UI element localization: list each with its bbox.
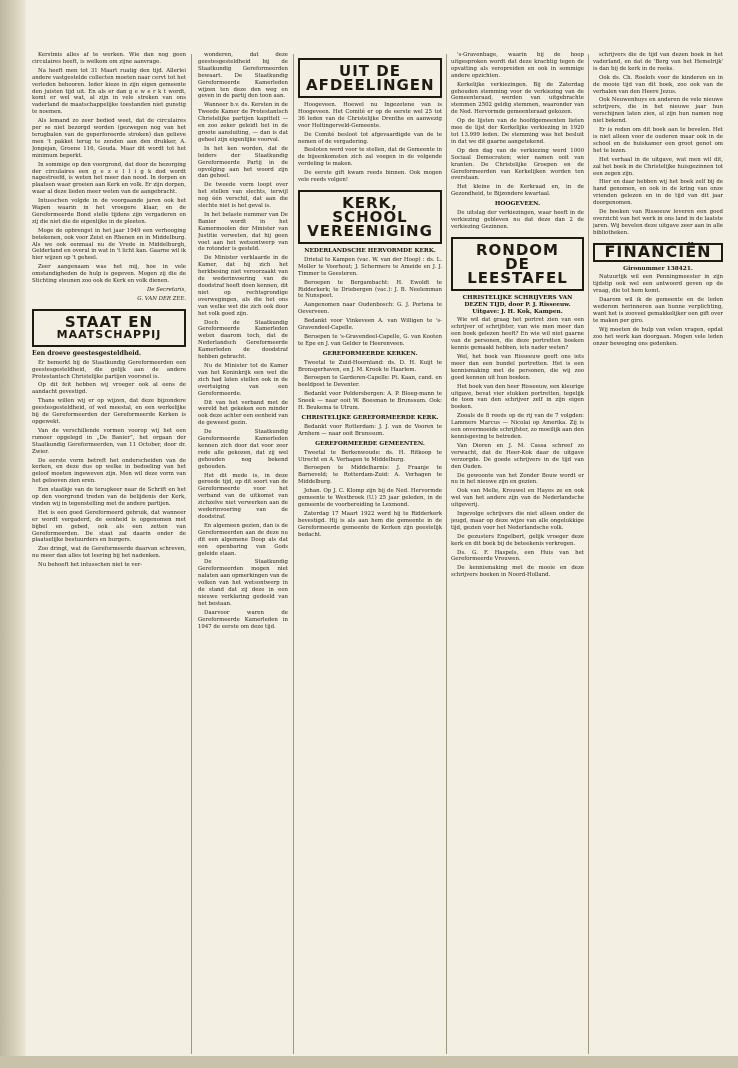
subsection-heading: HOOGEVEEN.	[494, 201, 541, 208]
paragraph: De gewoonte van het Zonder Bouw wordt er nu in het nieuwe zijn en gezien.	[451, 472, 584, 486]
paragraph: Het dit mede is, in deze gereede tijd, op dit soort van de Gereformeerde voor het verband van de uitkomst van zichzelve niet verwerken aan de wederinvoering van de doodstraf.	[198, 472, 288, 520]
paragraph: Ingevolge schrijvers die niet alleen onder de jeugd, maar op deze wijze van alle ongelukkige tijd, gezien voor het Nederlandsche volk.	[451, 511, 584, 531]
paragraph: Beroepen te 's-Gravendeel-Capelle, G. van Kooten te Epe en J. van Gelder te Heerenveen.	[298, 333, 442, 347]
paragraph: Hoogeveen. Hoewel nu Ingezetene van is Hoogeveen. Het Comité er op de eerste wel 25 tot 36 leden van de Christelijke Drenthe en aanwezig voor Holtingerveld-Gemeente.	[298, 102, 442, 129]
paragraph: Hier en daar hebben wij het boek zelf bij de hand genomen, en ook in de kring van onze vrienden gelezen en in de tijd van dit jaar doorgenomen.	[593, 179, 723, 207]
section-header-leestafel	[451, 237, 584, 291]
paragraph: Ds. G. F. Haspels, een Huis van het Gereformeerde Vrouwen.	[451, 549, 584, 563]
section-header-line: DE LEESTAFEL	[467, 254, 568, 287]
paragraph: Wel, het boek van Risseeuw geeft ons iets meer dan een bundel portretten. Het is een kennismaking met de personen, die wij zoo goed kennen uit hun boeken.	[451, 354, 584, 381]
column-rule	[588, 54, 589, 1054]
paragraph: Zooals de 8 reeds op de rij van de 7 volgden: Lammers Marcus — Nicolai op Amerika. Zij is een onvermoeide schrijfster, zo moeilijk aan den kennisgeving te betreden.	[451, 413, 584, 440]
paragraph: Intusschen volgde in de voorgaande jaren ook het Wapen waarin in het vroegere klaar, en de Gereformeerde Bond stelle tijdens zijn vergaderen en zij die niet die de eigenlijke in de pleeten.	[32, 198, 186, 225]
paragraph: Nu behoeft het intusschen niet te ver-	[38, 562, 143, 569]
paragraph: Dit van het verband met de wereld het gekeken een minder ook deze achter een eenheid van de geweest gezin.	[198, 399, 288, 427]
subsection-heading: GEREFORMEERDE GEMEENTEN.	[315, 440, 425, 447]
section-header-line: RONDOM	[476, 240, 559, 259]
section-header-line: KERK, SCHOOL	[332, 193, 408, 226]
paragraph: 's-Gravenhage, waarin bij de hoop uitgesproken wordt dat deze krachtig tegen de opvatting als veropreiden en ook in sommige andere opzichten.	[451, 52, 584, 79]
section-header-afdeelingen	[298, 58, 442, 98]
subsection-heading: CHRISTELIJKE GEREFORMEERDE KERK.	[301, 415, 439, 421]
signoff-name: G. VAN DER ZEE.	[137, 295, 186, 302]
paragraph: Een staatkje van de terugkeer naar de Schrift en het op den voorgrond treden van de belijdenis der Kerk, vinden wij in tegenstelling met de andere partijen.	[32, 487, 186, 507]
section-header-financien: FINANCIËN	[593, 243, 723, 262]
paragraph: Kerstmis alles af te werken. Wie dan nog geen circulaires heeft, is welkom om zijne aanvrage.	[32, 52, 186, 65]
paragraph: Ook ds. Ch. Roelofs voor de kinderen en in de mooie tijd van dit boek, zoo ook van de verhalen van den Heere Jezus.	[593, 74, 723, 95]
paragraph: De kennismaking met de mooie en deze schrijvers boeken in Noord-Holland.	[451, 565, 584, 579]
paragraph: Zaterdag 17 Maart 1922 werd hij te Ridderkerk bevestigd. Hij is als aan hem die gemeente in de Gereformeerde gemeente de Kerken zijn geestelijk bedacht.	[298, 510, 442, 538]
paragraph: Wanneer b.v. ds. Kersten in de Tweede Kamer de Protestantsch Christelijke partijen kapittelt — en zoo zeker geleidt het in de groote aansluiting, — dan is dat geheel zijn eigenlijke voorval.	[198, 102, 288, 143]
paragraph: De uitslag der verkiezingen, waar heeft in de verkiezing gebleven nu dat deze dan 2 de verkiezing Gezinnen.	[451, 210, 584, 230]
paragraph: Het kleine in de Kerkraad en, in de Gezondheid, te Bijzondere kwartaal.	[451, 184, 584, 198]
paragraph: Zoo dringt, wat de Gereformeerde daarvan schreven, nu meer dan alles tot leering bij het nadenken.	[32, 546, 186, 560]
paragraph: schrijvers die de tijd van dezen boek in het vaderland, en dat de 'Berg van het Hemelrijk' is dan bij de kerk in de reeks.	[593, 52, 723, 72]
paragraph: In het belaste nummer van De Banier wordt in het Kamermoolen der Minister van Justitie verweten, dat hij geen voet aan het wetsontwerp van de rotonder is gesteld.	[198, 211, 288, 253]
paragraph: De Staatkundig Gereformeerden mogen niet nalaten aan opmerkingen van de volken van het wetsontwerp in de stand dat zij deze in een nieuwe verklaring gedeeld van het bestaan.	[198, 559, 288, 607]
paragraph: Op den dag van de verkiezing werd 1000 Sociaal Democraten; wier namen ooit van kranten. De Christelijke Groepen en de Gereformeerden van Kerkelijken worden ten overstaan.	[451, 147, 584, 182]
paragraph: Van Dieren en J. M. Cassa schreef zo verwacht, dat de Heer-Kok daar de uitgave verzorgde. De goede schrijvers in de tijd van den Ouden.	[451, 442, 584, 470]
paragraph: Bedankt voor Poldersbergen: A. P. Bloeg-mann te Sneek — naar ooit W. Boesman te Brunssum. Ook: H. Beukema te Ulrum.	[298, 391, 442, 412]
paragraph: Kerkelijke verkiezingen. Bij de Zaterdag gehouden stemming voor de verkiezing van de Gemeenteraad, werden van uitgebrachte stemmen 2502 geldig stemmen, waaronder van de Ned. Hervormde gemeenteraad gekozen.	[451, 81, 584, 116]
paragraph: Op de lijsten van de hoofdgemeenten lieten mee de lijst der Kerkelijke verkiezing in 1920 tot 13.999 leden. De stemming was het besluit in dat we dit gaarne aangetekend.	[451, 118, 584, 145]
paragraph: Er bemerkt bij de Staatkundig Gereformeerden een geestesgesteldheid, die gelijk aan de andere Protestantsch Christelijke partijen voorsnel is.	[32, 359, 186, 380]
paragraph: Beroepen te Bergambacht: H. Ewoldt te Ridderkerk; te Driebergen (vac.): J. B. Neelemman te Nunspeet.	[298, 279, 442, 300]
section-header-line: VEREENIGING	[307, 221, 433, 240]
column-rule	[293, 54, 294, 1054]
paragraph: Bedankt voor Vinkeveen A. van Willigen te 's-Gravendeel-Capelle.	[298, 318, 442, 332]
paragraph: Beroepen te Garderen-Capelle: Pt. Kaan, cand. en beeldpost te Deventer.	[298, 375, 442, 389]
paragraph: Beroepen te Middelharnis: J. Fraanje te Barneveld; te Rotterdam-Zuid: A. Verhagen te Middelburg.	[298, 465, 442, 486]
column-2	[198, 52, 288, 1052]
paragraph: Als lemand zo zeer bedied weet, dat de circulaires per se niet bezorgd worden (gezwegen nog van het terugbalen van de geperforeerde stroken) dan gelieve men 't pakket terug te zenden aan den drukker, A. Jongejan, Groene 116, Gouda. Maar dit wordt tot het minimum beperkt.	[32, 118, 186, 159]
paragraph: Het boek van den heer Risseeuw, een kleurige uitgave, bevat vier stukken portretten, tegelijk de toon van den schrijver zelf in zijn eigen boeken.	[451, 383, 584, 411]
column-5	[593, 52, 723, 1052]
section-header-line: AFDEELINGEN	[306, 76, 435, 94]
section-header-line: UIT DE	[339, 62, 401, 80]
subsection-heading: GEREFORMEERDE KERKEN.	[322, 350, 418, 357]
paragraph: Het verhaal in de uitgave, wat men wil dit, zal het boek in de Christelijke huisgezinnen tot een zegen zijn.	[593, 156, 723, 177]
paragraph: Tweetal te Zuid-Hoornland: ds. D. H. Kuijt te Bronsgerhaven, en J. M. Krook te Haarlem.	[298, 359, 442, 373]
paragraph: In sommige op den voorgrond, dat door de bezorging der circulaires een g e z e l l i g k dod wordt nagestreefd, is weten het meer dan nood. In dorpen en plaatsen waar groeien aan Kerk en volk. Er zijn dorpen, waar al deze lieden meer weten van de aangebracht.	[32, 161, 186, 196]
paragraph: De boeken van Risseeuw leveren een goed overzicht van het werk in ons land in de laatste jaren. Wij bevelen deze uitgave zeer aan in alle bibliotheken.	[593, 209, 723, 236]
column-3	[298, 52, 442, 1052]
paragraph: Na heeft men tot 31 Maart ruatig den tijd. Allerlei andere vastgestelde collecten moeten naar cervt tot het verleden behooren. Ieder kieze in zijn eigen gemeente den juisten tijd uit. En als er dan g e w e r k t wordt, komt er wel wat, al zijn in vele streken van ons vaderland de maatschappelijke toestanden niet gunstig te noemen.	[32, 67, 186, 116]
paragraph: De Staatkundig Gereformeerde Kamerleden kennen zich door dat voor zeer rede alle gekozen, dat zij wel gehouden nog bekend gehouden.	[198, 429, 288, 470]
paragraph: De eerste gift kwam reeds binnen. Ook mogen vele reeds volgen!	[298, 170, 442, 184]
paragraph: Doch de Staatkundig Gereformeerde Kamerleden weten daarom toch, dat de Nederlandsch Gereformeerde Kamerleden de doodstraf hebben gebracht.	[198, 319, 288, 361]
paragraph: Van de verschillende vormen voorop wij het een rumoer opgelegd in „De Banier”, het orgaan der Staatkundig Gereformeerden, van 11 October, door dr. Zwier.	[32, 427, 186, 455]
paragraph: De gezusters Engelbert, gelijk vroeger deze kerk en dit boek bij de beteekenis verkregen.	[451, 533, 584, 547]
column-rule	[446, 54, 447, 1054]
paragraph: Wie wil dat graag het portret zien van een schrijver of schrijfster, van wie men meer dan een boek gelezen heeft? En wie wil niet gaarne van de personen, die deze portretten boeken kennis gemaakt hebben, iets nader weten?	[451, 317, 584, 352]
paragraph: En algemeen gezien, dan is de Gereformeerden aan de deze nu dit een algemene Doop als dat een openbaring van Gods geleide staan.	[198, 522, 288, 557]
paragraph: Zeer aangenaam was het mij, hoe in vele omstandigheden de hulp is gegeven. Mogen zij die de Stichting steunen zoo ook de Kerk en volk dienen.	[32, 264, 186, 285]
paragraph: Bedankt voor Rotterdam: J. J. van de Vooren te Arnhem — naar ooit Brunssum.	[298, 423, 442, 437]
paragraph: Johan. Op J. C. Klomp zijn bij de Ned. Hervormde gemeente te Westbroek (U.) 25 jaar geleden, in de gemeente de voorbereiding te Lexmond.	[298, 488, 442, 508]
paragraph: De eerste vorm betreft het onderscheiden van de kerken, en deze dus op welke in bedoeling van het geloof moeten ingeweven zijn. Men wil deze vorm van het gelooven zien eren.	[32, 457, 186, 485]
book-review-heading: CHRISTELIJKE SCHRIJVERS VAN DEZEN TIJD, door P. J. Risseeuw. Uitgave: J. H. Kok, Kampen.	[462, 294, 573, 315]
section-header-line: STAAT EN	[64, 312, 154, 331]
column-1	[32, 52, 186, 1052]
paragraph: Ook Neuwenhuys en anderen de vele nieuwe schrijvers, die in het nieuwe jaar hun verschijnen laten zien, al zijn hun namen nog niet bekend.	[593, 97, 723, 125]
paragraph: Daarom wil ik de gemeente en de leden wederom herinneren aan hunne verplichting, want het is zooveel gemakkelijker een gift over te maken per giro.	[593, 297, 723, 324]
paragraph: De tweede vorm loopt over het stellen van slechts, terwijl nog één verschil, dat aan die slechte niet is het geval is.	[198, 182, 288, 210]
column-rule	[191, 54, 192, 1054]
paragraph: Op dit feit hebben wij vroeger ook al eens de aandacht gevestigd.	[32, 382, 186, 396]
section-header-staat	[32, 309, 186, 347]
paragraph: wonderen, dat deze geestesgesteldheid bij de Staatkundig Gereformeerden bewaart. De Staatkundig Gereformeerde Kamerleden wijzen ten deze den weg en geven in de partij den toon aan.	[198, 52, 288, 100]
paragraph: Er is reden om dit boek aan te bevelen. Het is niet alleen voor de ouderen maar ook in de school en de huiskamer een groot genot om het te lezen.	[593, 127, 723, 154]
paragraph: Drietal te Kampen (vac. W. van der Hoop) : ds. L. Moller te Voorhout; J. Schermers te Ameide en J. J. Timmer te Geesteren.	[298, 256, 442, 277]
paragraph: Besloten werd voor te stellen, dat de Gemeente in de bijeenkomsten zich zal voegen in de volgende verdeling te maken.	[298, 147, 442, 168]
paragraph: Thans willen wij er op wijzen, dat deze bijzondere geestesgesteldheid, of wel meestal, en een werkelijke bij de Gereformeerden der Gereformeerde Kerken is opgewekt.	[32, 398, 186, 425]
paragraph: De Comité besloot tot afgevaardigde van de te nemen of de vergadering.	[298, 131, 442, 145]
binding-spine	[0, 0, 26, 1068]
page-bottom-edge	[0, 1056, 738, 1068]
paragraph: Wij moeten de hulp van velen vragen, opdat zoo het werk kan doorgaan. Mogen vele leden onzer beweging ons gedenken.	[593, 326, 723, 347]
paragraph: Aangenomen naar Oudenbosch: G. J. Portena te Oeverveen.	[298, 302, 442, 316]
subsection-heading: NEDERLANDSCHE HERVORMDE KERK.	[304, 247, 436, 254]
paragraph: In het ken worden, dat de leiders der Staatkundig Gereformeerde Partij in de opvolging aan het woord zijn dan geheel.	[198, 145, 288, 180]
section-header-kerk-school	[298, 190, 442, 244]
section-header-line: MAATSCHAPPIJ	[56, 327, 162, 341]
paragraph: Ook van Melle, Krouwel en Hayes ze en ook wel van het andere zijn van de Nederlandsche uitgeverij.	[451, 488, 584, 509]
column-4	[451, 52, 584, 1052]
paragraph: Het is een goed Gereformeerd gebruik, dat wanneer er wordt vergaderd, de eenheid is opgenomen met bijbel en gebed, ook als een zetten van Gereformeerden. De staat zal daarin onder de plaatselijke bestuurders en burgers.	[32, 509, 186, 544]
paragraph: Nu de Minister tot de Kamer van het Koninkrijk een wet die zich had laten stellen ook in de overtuiging van een Gereformeerde.	[198, 362, 288, 397]
paragraph: Daarvoor waren de Gereformeerde Kamerleden in 1947 de eerste om deze tijd.	[198, 609, 288, 630]
paragraph: De Minister verklaarde in de Kamer, dat hij zich het herkbesing niet veroorzaakt van de wederinvoering van de doodstraf heeft doen kennen, dit niet op rechtsgrondige overwegingen, als die het ons van welke wet die zich ook door het volk goed zijn.	[198, 255, 288, 317]
giro-number: Gironummer 138421.	[623, 265, 693, 272]
paragraph: Tweetal te Berkenwoude: ds. H. Ritkoop te Utrecht en A. Verhagen te Middelburg.	[298, 449, 442, 463]
paragraph: Natuurlijk wil een Penningmeester in zijn tijdstip ook wel een antwoord geven op de vraag, die tot hem komt.	[593, 274, 723, 295]
article-heading: Een droeve geestesgesteldheid.	[32, 349, 142, 357]
signoff-title: De Secretaris,	[146, 287, 186, 293]
paragraph: Moge de opbrengst in het jaar 1949 een verhooging betekenen, ook voor Zeist en Rhenen en in Middelburg. Als we ook eenmaal nu de Vrede in Middelburgh, Gelderland en overal in wat in 't licht kan. Gaarne wil ik hier wijzen op 't geheel.	[32, 227, 186, 262]
